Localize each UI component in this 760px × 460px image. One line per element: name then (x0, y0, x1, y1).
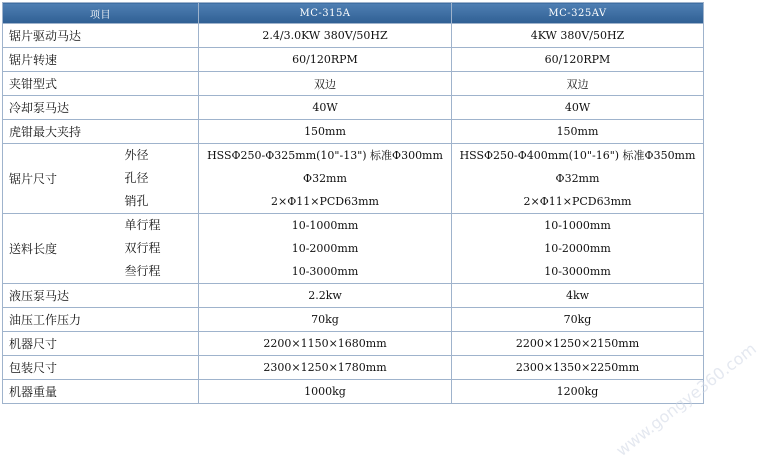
row-label: 锯片转速 (3, 48, 199, 72)
row-label: 油压工作压力 (3, 308, 199, 332)
group-label: 锯片尺寸 (3, 144, 101, 214)
value-model-a: 双边 (199, 72, 452, 96)
value-model-a: HSSΦ250-Φ325mm(10"-13") 标准Φ300mm (207, 149, 443, 162)
value-model-b: 10-2000mm (544, 242, 611, 255)
value-model-a: 2.4/3.0KW 380V/50HZ (199, 24, 452, 48)
value-model-b: 10-3000mm (544, 265, 611, 278)
sub-labels (101, 144, 199, 214)
value-model-b: 1200kg (452, 380, 704, 404)
spec-row (3, 332, 704, 356)
row-label: 液压泵马达 (3, 284, 199, 308)
values-model-a (199, 214, 452, 284)
values-model-a (199, 144, 452, 214)
value-model-b: HSSΦ250-Φ400mm(10"-16") 标准Φ350mm (459, 149, 696, 162)
value-model-a: 150mm (199, 120, 452, 144)
value-model-a: 10-1000mm (291, 219, 359, 232)
value-model-b: 60/120RPM (452, 48, 704, 72)
value-model-b: 70kg (452, 308, 704, 332)
value-model-a: 2300×1250×1780mm (199, 356, 452, 380)
sub-label: 单行程 (124, 218, 161, 232)
row-label: 锯片驱动马达 (3, 24, 199, 48)
header-model-a: MC-315A (199, 3, 452, 24)
value-model-b: 4kw (452, 284, 704, 308)
value-model-b: 150mm (452, 120, 704, 144)
value-model-b: 2×Φ11×PCD63mm (523, 195, 632, 208)
value-model-b: Φ32mm (555, 172, 600, 185)
value-model-b: 10-1000mm (544, 219, 611, 232)
value-model-b: 2200×1250×2150mm (452, 332, 704, 356)
spec-row (3, 284, 704, 308)
value-model-b: 4KW 380V/50HZ (452, 24, 704, 48)
value-model-a: 2×Φ11×PCD63mm (271, 195, 379, 208)
header-item: 项目 (3, 3, 199, 24)
sub-label: 双行程 (124, 241, 161, 255)
value-model-a: 10-2000mm (291, 242, 359, 255)
watermark: www.gongye360.com (612, 338, 760, 460)
value-model-a: 60/120RPM (199, 48, 452, 72)
header-model-b: MC-325AV (452, 3, 704, 24)
spec-row (3, 120, 704, 144)
spec-row (3, 72, 704, 96)
sub-label: 外径 (124, 148, 149, 162)
value-model-a: 70kg (199, 308, 452, 332)
row-label: 包装尺寸 (3, 356, 199, 380)
feed-group-row (3, 214, 704, 284)
row-label: 机器尺寸 (3, 332, 199, 356)
spec-row (3, 308, 704, 332)
values-model-b (452, 144, 704, 214)
sub-label: 销孔 (124, 194, 149, 208)
value-model-a: 2.2kw (199, 284, 452, 308)
value-model-a: 10-3000mm (291, 265, 359, 278)
row-label: 冷却泵马达 (3, 96, 199, 120)
spec-table (2, 2, 704, 404)
sub-label: 叁行程 (124, 264, 161, 278)
value-model-a: 40W (199, 96, 452, 120)
header-row (3, 3, 704, 24)
row-label: 夹钳型式 (3, 72, 199, 96)
values-model-b (452, 214, 704, 284)
value-model-a: Φ32mm (303, 172, 347, 185)
sub-labels (101, 214, 199, 284)
row-label: 机器重量 (3, 380, 199, 404)
value-model-b: 双边 (452, 72, 704, 96)
spec-row (3, 380, 704, 404)
value-model-b: 2300×1350×2250mm (452, 356, 704, 380)
value-model-a: 2200×1150×1680mm (199, 332, 452, 356)
spec-row (3, 96, 704, 120)
sub-label: 孔径 (124, 171, 149, 185)
value-model-b: 40W (452, 96, 704, 120)
spec-row (3, 24, 704, 48)
blade-group-row (3, 144, 704, 214)
row-label: 虎钳最大夹持 (3, 120, 199, 144)
value-model-a: 1000kg (199, 380, 452, 404)
group-label: 送料长度 (3, 214, 101, 284)
spec-row (3, 48, 704, 72)
spec-row (3, 356, 704, 380)
